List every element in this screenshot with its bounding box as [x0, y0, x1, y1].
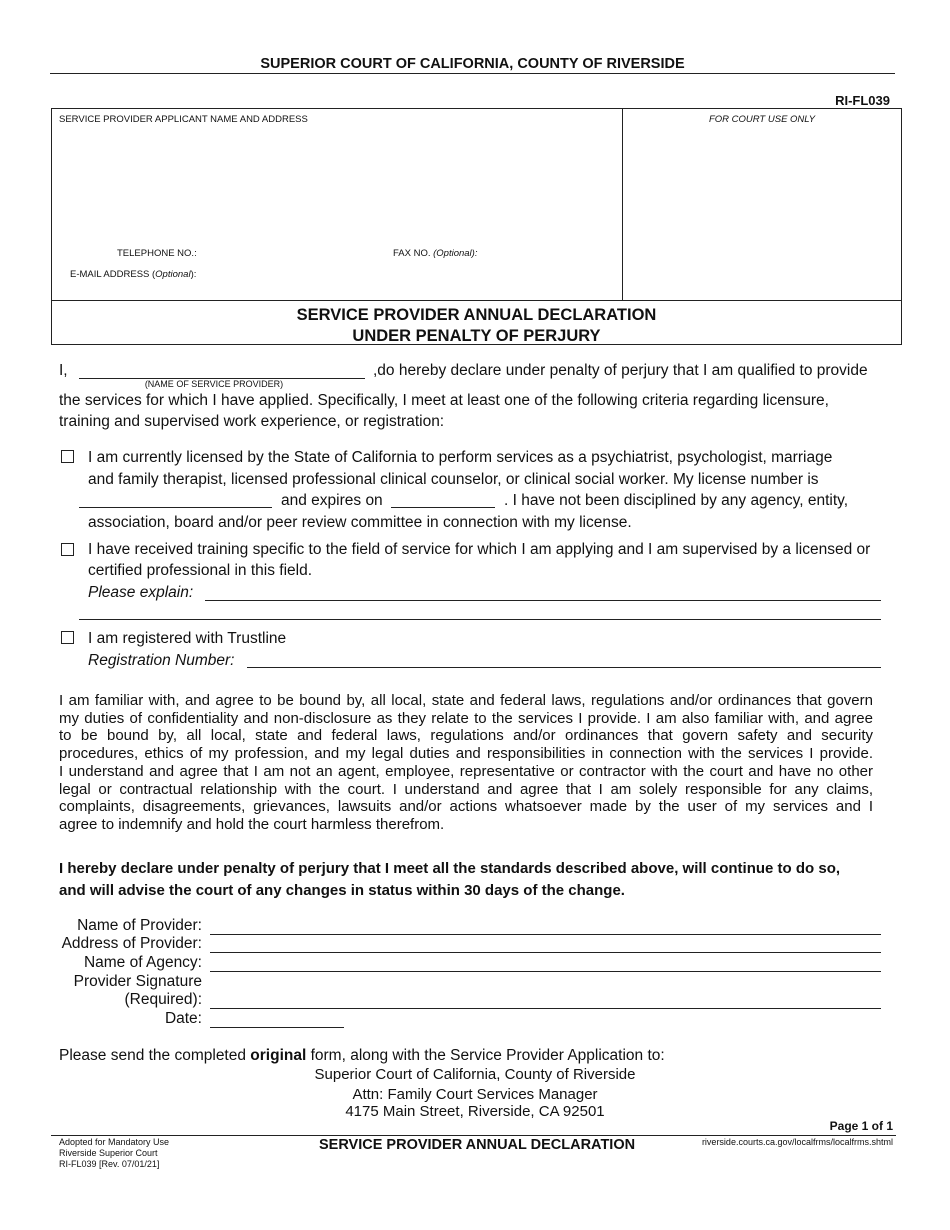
license-checkbox[interactable] [61, 450, 74, 463]
court-title: SUPERIOR COURT OF CALIFORNIA, COUNTY OF RIVERSIDE [260, 56, 685, 72]
provider-address-field[interactable] [210, 952, 881, 953]
signature-label-line2: (Required): [124, 991, 202, 1008]
agency-name-label: Name of Agency: [83, 954, 202, 971]
license-line4: association, board and/or peer review committee in connection with my license. [88, 514, 632, 531]
date-label: Date: [164, 1010, 202, 1027]
adopted-line: Adopted for Mandatory Use [59, 1137, 170, 1147]
trustline-label: I am registered with Trustline [88, 630, 287, 647]
agreement-line: legal or contractual relationship with the court. I understand and agree that I am solely responsible for any claims, [59, 780, 873, 798]
footer-rule [51, 1135, 896, 1136]
training-explain-line1[interactable] [205, 600, 881, 601]
trustline-checkbox[interactable] [61, 631, 74, 644]
mailing-instructions [59, 1045, 665, 1066]
signature-label-line1: Provider Signature [73, 973, 202, 990]
license-line2: and family therapist, licensed professional clinical counselor, or clinical social worker. My license number is [88, 471, 819, 488]
mailing-line2: Attn: Family Court Services Manager [352, 1086, 598, 1103]
bold-declaration-line1: I hereby declare under penalty of perjury that I meet all the standards described above, will continue to do so, [59, 860, 841, 877]
footer-url[interactable]: riverside.courts.ca.gov/localfrms/localfrms.shtml [701, 1137, 893, 1147]
agreement-line: procedures, ethics of my profession, and my legal duties and responsibilities in connection with the services I provide. [59, 745, 873, 763]
training-line2: certified professional in this field. [88, 562, 313, 579]
trustline-reg-label: Registration Number: [88, 652, 235, 669]
agency-name-field[interactable] [210, 971, 881, 972]
form-title-line1: SERVICE PROVIDER ANNUAL DECLARATION [296, 306, 657, 324]
training-explain-label: Please explain: [88, 584, 194, 601]
license-line1: I am currently licensed by the State of California to perform services as a psychiatrist, psychologist, marriage [88, 449, 833, 466]
email-optional: Optional [155, 269, 191, 280]
form-title-line2: UNDER PENALTY OF PERJURY [352, 327, 601, 345]
signature-field[interactable] [210, 1008, 881, 1009]
email-label-close: ): [190, 269, 197, 280]
footer-title: SERVICE PROVIDER ANNUAL DECLARATION [319, 1137, 636, 1153]
mailing-tail: form, along with the Service Provider Application to: [306, 1047, 665, 1064]
provider-name-caption: (NAME OF SERVICE PROVIDER) [144, 379, 284, 389]
adopted-info [59, 1137, 169, 1170]
declaration-intro-tail: ,do hereby declare under penalty of perjury that I am qualified to provide [373, 362, 868, 379]
court-use-label: FOR COURT USE ONLY [708, 114, 816, 125]
mailing-original: original [250, 1047, 307, 1064]
training-explain-line2[interactable] [79, 619, 881, 620]
fax-optional: (Optional): [433, 248, 478, 259]
header-rule [50, 73, 895, 74]
page-number: Page 1 of 1 [829, 1119, 893, 1133]
mailing-line3: 4175 Main Street, Riverside, CA 92501 [345, 1103, 605, 1120]
trustline-reg-line[interactable] [247, 667, 881, 668]
adopted-line: RI-FL039 [Rev. 07/01/21] [59, 1159, 160, 1169]
email-label-text: E-MAIL ADDRESS ( [70, 269, 156, 280]
license-tail: . I have not been disciplined by any agency, entity, [504, 492, 849, 509]
mailing-lead: Please send the completed [59, 1047, 251, 1064]
fax-label-text: FAX NO. [393, 248, 431, 259]
mailing-line1: Superior Court of California, County of Riverside [314, 1066, 636, 1083]
caption-divider-vertical [622, 108, 623, 301]
agreement-line: complaints, disagreements, grievances, lawsuits and/or actions whatsoever made by the user of my services and I [59, 798, 873, 816]
email-label [70, 269, 196, 280]
training-checkbox[interactable] [61, 543, 74, 556]
agreement-line: I am familiar with, and agree to be bound by, all local, state and federal laws, regulations and/or ordinances that govern [59, 692, 873, 709]
declaration-line3: training and supervised work experience, or registration: [59, 413, 445, 430]
adopted-line: Riverside Superior Court [59, 1148, 158, 1158]
provider-name-field[interactable] [210, 934, 881, 935]
agreement-line: I understand and agree that I am not an agent, employee, representative or contractor with the court and have no other [59, 762, 873, 780]
declaration-i: I, [59, 362, 68, 379]
training-line1: I have received training specific to the field of service for which I am applying and I am supervised by a licensed or [88, 541, 871, 558]
fax-label [393, 248, 477, 259]
agreement-paragraph [59, 692, 873, 834]
date-field[interactable] [210, 1027, 344, 1028]
telephone-label: TELEPHONE NO.: [117, 248, 197, 259]
agreement-line: my duties of confidentiality and non-disclosure as they relate to the services I provide. I am also familiar with, and agree [59, 709, 873, 727]
provider-address-label: Address of Provider: [61, 935, 202, 952]
license-expiry-line[interactable] [391, 507, 495, 508]
license-number-line[interactable] [79, 507, 272, 508]
caption-divider-horizontal [51, 300, 902, 301]
provider-name-label: Name of Provider: [77, 917, 202, 934]
form-id: RI-FL039 [835, 93, 890, 108]
bold-declaration-line2: and will advise the court of any changes in status within 30 days of the change. [59, 882, 625, 899]
declaration-line2: the services for which I have applied. Specifically, I meet at least one of the following criteria regarding licensure, [59, 392, 829, 409]
applicant-label: SERVICE PROVIDER APPLICANT NAME AND ADDRESS [59, 114, 308, 125]
agreement-line: agree to indemnify and hold the court harmless therefrom. [59, 815, 445, 833]
agreement-line: to be bound by, all local, state and federal laws, regulations and/or ordinances that govern safety and security [59, 727, 873, 745]
license-expires-label: and expires on [281, 492, 383, 509]
